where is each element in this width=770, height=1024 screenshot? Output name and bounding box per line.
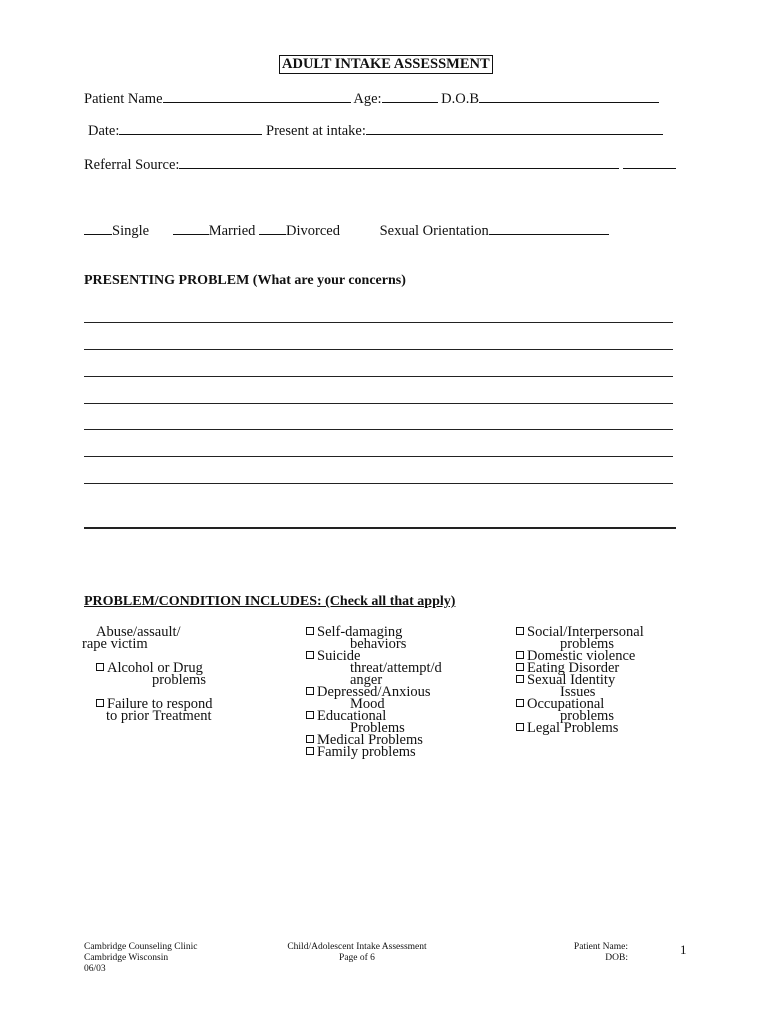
condition-abuse[interactable]: Abuse/assault/ bbox=[96, 624, 181, 640]
date-row bbox=[88, 121, 663, 140]
concern-line[interactable] bbox=[84, 483, 673, 484]
checkbox-icon[interactable] bbox=[306, 747, 314, 755]
orientation-label: Sexual Orientation bbox=[379, 223, 489, 239]
form-title: ADULT INTAKE ASSESSMENT bbox=[279, 55, 493, 74]
condition-self-damaging[interactable]: Self-damaging bbox=[306, 626, 442, 638]
checkbox-icon[interactable] bbox=[516, 723, 524, 731]
footer-dob: DOB: bbox=[605, 953, 628, 963]
condition-alcohol-cont: problems bbox=[152, 672, 206, 688]
condition-failure[interactable]: Failure to respond bbox=[96, 698, 213, 710]
checkbox-icon[interactable] bbox=[516, 663, 524, 671]
condition-self-damaging-cont: behaviors bbox=[350, 636, 407, 652]
concern-line[interactable] bbox=[84, 376, 673, 377]
page-number: 1 bbox=[680, 942, 687, 957]
condition-sexual-identity[interactable]: Sexual Identity bbox=[516, 674, 644, 686]
checkbox-icon[interactable] bbox=[306, 651, 314, 659]
condition-occupational[interactable]: Occupational bbox=[516, 698, 644, 710]
age-field[interactable] bbox=[382, 89, 438, 103]
concern-line[interactable] bbox=[84, 403, 673, 404]
condition-domestic[interactable]: Domestic violence bbox=[516, 650, 644, 662]
patient-info-row bbox=[84, 89, 659, 108]
condition-abuse-cont: rape victim bbox=[82, 636, 148, 652]
footer-revision: 06/03 bbox=[84, 964, 106, 974]
referral-field-extra[interactable] bbox=[623, 155, 676, 169]
condition-depressed[interactable]: Depressed/Anxious bbox=[306, 686, 442, 698]
single-field[interactable] bbox=[84, 221, 112, 235]
patient-name-label: Patient Name bbox=[84, 91, 163, 107]
condition-suicide-cont: threat/attempt/d bbox=[350, 660, 442, 676]
conditions-column-1 bbox=[82, 624, 213, 724]
referral-label: Referral Source: bbox=[84, 157, 180, 173]
condition-legal[interactable]: Legal Problems bbox=[516, 722, 644, 734]
divorced-label: Divorced bbox=[286, 223, 340, 239]
dob-field[interactable] bbox=[479, 89, 659, 103]
dob-label: D.O.B bbox=[441, 91, 480, 107]
conditions-column-2 bbox=[306, 626, 442, 758]
footer-patient-name: Patient Name: bbox=[573, 942, 628, 952]
condition-occupational-cont: problems bbox=[560, 708, 614, 724]
condition-sexual-identity-cont: Issues bbox=[560, 684, 596, 700]
married-field[interactable] bbox=[173, 221, 209, 235]
conditions-column-3 bbox=[516, 626, 644, 734]
checkbox-icon[interactable] bbox=[96, 663, 104, 671]
concern-line[interactable] bbox=[84, 322, 673, 323]
orientation-field[interactable] bbox=[489, 221, 609, 235]
condition-social-cont: problems bbox=[560, 636, 614, 652]
patient-name-field[interactable] bbox=[163, 89, 351, 103]
married-label: Married bbox=[208, 223, 256, 239]
conditions-heading: PROBLEM/CONDITION INCLUDES: (Check all that apply) bbox=[84, 594, 456, 609]
footer-doc-title: Child/Adolescent Intake Assessment bbox=[287, 942, 427, 952]
checkbox-icon[interactable] bbox=[516, 699, 524, 707]
checkbox-icon[interactable] bbox=[516, 651, 524, 659]
present-field[interactable] bbox=[366, 121, 663, 135]
single-label: Single bbox=[112, 223, 150, 239]
condition-suicide[interactable]: Suicide bbox=[306, 650, 442, 662]
concern-line[interactable] bbox=[84, 349, 673, 350]
condition-family[interactable]: Family problems bbox=[306, 746, 442, 758]
footer-patient-block bbox=[548, 942, 628, 964]
referral-field[interactable] bbox=[179, 155, 619, 169]
footer-clinic-block bbox=[84, 942, 197, 975]
date-label: Date: bbox=[88, 123, 120, 139]
date-field[interactable] bbox=[119, 121, 262, 135]
concern-line[interactable] bbox=[84, 429, 673, 430]
condition-social[interactable]: Social/Interpersonal bbox=[516, 626, 644, 638]
condition-depressed-cont: Mood bbox=[350, 696, 385, 712]
marital-row bbox=[84, 221, 609, 240]
checkbox-icon[interactable] bbox=[96, 699, 104, 707]
footer-clinic: Cambridge Counseling Clinic bbox=[84, 942, 198, 952]
checkbox-icon[interactable] bbox=[306, 687, 314, 695]
footer-document-block bbox=[282, 942, 432, 964]
referral-row bbox=[84, 155, 676, 174]
condition-educational-cont: Problems bbox=[350, 720, 405, 736]
checkbox-icon[interactable] bbox=[516, 627, 524, 635]
checkbox-icon[interactable] bbox=[306, 711, 314, 719]
condition-eating[interactable]: Eating Disorder bbox=[516, 662, 644, 674]
concern-line[interactable] bbox=[84, 527, 676, 529]
condition-alcohol[interactable]: Alcohol or Drug bbox=[96, 662, 213, 674]
checkbox-icon[interactable] bbox=[516, 675, 524, 683]
condition-suicide-cont: anger bbox=[350, 672, 383, 688]
age-label: Age: bbox=[353, 91, 382, 107]
checkbox-icon[interactable] bbox=[306, 735, 314, 743]
present-label: Present at intake: bbox=[266, 123, 366, 139]
footer-location: Cambridge Wisconsin bbox=[84, 953, 169, 963]
condition-medical[interactable]: Medical Problems bbox=[306, 734, 442, 746]
condition-educational[interactable]: Educational bbox=[306, 710, 442, 722]
divorced-field[interactable] bbox=[259, 221, 286, 235]
presenting-problem-heading: PRESENTING PROBLEM (What are your concerns) bbox=[84, 273, 406, 288]
footer-page: Page of 6 bbox=[339, 953, 375, 963]
concern-line[interactable] bbox=[84, 456, 673, 457]
condition-failure-cont: to prior Treatment bbox=[106, 708, 212, 724]
checkbox-icon[interactable] bbox=[306, 627, 314, 635]
